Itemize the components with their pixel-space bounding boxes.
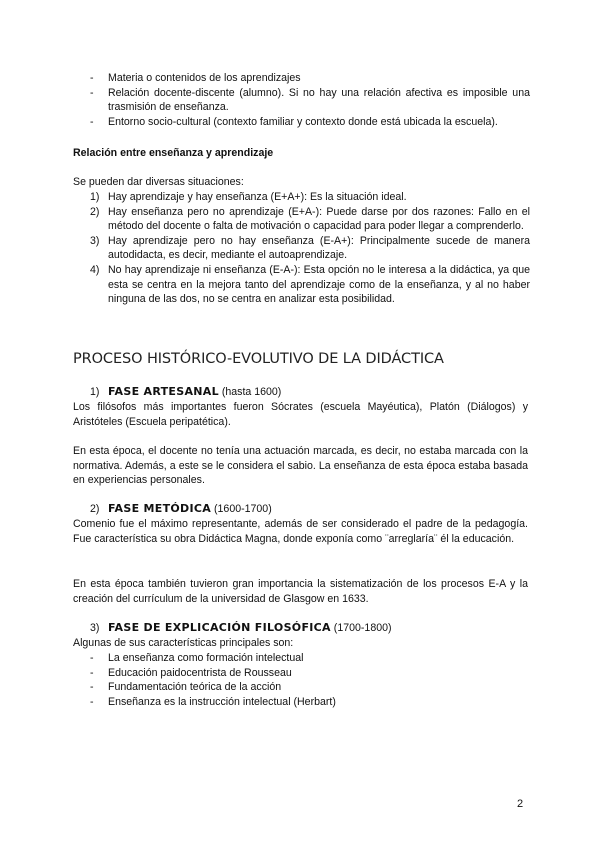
list-item: - La enseñanza como formación intelectual — [90, 651, 530, 666]
phase-number: 2) — [90, 503, 100, 515]
item-number: 3) — [90, 234, 100, 247]
list-item: - Entorno socio-cultural (contexto familiar y contexto donde está ubicada la escuela). — [90, 115, 530, 130]
section-title: PROCESO HISTÓRICO-EVOLUTIVO DE LA DIDÁCTICA — [73, 351, 444, 367]
item-text: No hay aprendizaje ni enseñanza (E-A-): Esta opción no le interesa a la didáctica, ya que esta se centra en la mejora tanto del aprendizaje como de la enseñanza, y al no haber ninguna de las dos, no se centra en analizar esta posibilidad. — [108, 263, 530, 306]
item-text: Hay enseñanza pero no aprendizaje (E+A-): Puede darse por dos razones: Fallo en el método del docente o falta de motivación o capacidad para poder llegar a comprenderlo. — [108, 205, 530, 233]
phase-name: FASE METÓDICA — [108, 502, 212, 515]
item-number: 4) — [90, 263, 100, 276]
list-item: - Fundamentación teórica de la acción — [90, 680, 530, 695]
page-number: 2 — [517, 798, 524, 810]
phase-1-heading — [90, 385, 281, 400]
item-text: Hay aprendizaje y hay enseñanza (E+A+): Es la situación ideal. — [108, 191, 407, 203]
phase-1-paragraph-2: En esta época, el docente no tenía una actuación marcada, es decir, no estaba marcada con la normativa. Además, a este se le considera el sabio. La enseñanza de esta época estaba basada en experiencias personales. — [73, 445, 528, 487]
phase-name: FASE DE EXPLICACIÓN FILOSÓFICA — [108, 621, 331, 634]
phase-name: FASE ARTESANAL — [108, 385, 219, 398]
relation-intro: Se pueden dar diversas situaciones: — [73, 176, 244, 188]
phase-period: (hasta 1600) — [218, 386, 282, 398]
phase-period: (1700-1800) — [330, 622, 392, 634]
list-item — [90, 234, 530, 263]
list-item: - Enseñanza es la instrucción intelectual (Herbart) — [90, 695, 530, 710]
phase-3-intro: Algunas de sus características principales son: — [73, 637, 294, 649]
list-item — [90, 205, 530, 234]
relation-numbered-list — [90, 190, 530, 307]
phase-2-paragraph-1: Comenio fue el máximo representante, además de ser considerado el padre de la pedagogía. Fue característica su obra Didáctica Magna, donde exponía como ¨arreglaría¨ él la educación. — [73, 518, 528, 545]
list-item: - Materia o contenidos de los aprendizajes — [90, 71, 530, 86]
item-number: 1) — [90, 191, 100, 203]
list-item — [90, 190, 530, 205]
phase-number: 3) — [90, 622, 100, 634]
item-number: 2) — [90, 205, 100, 218]
list-item: - Educación paidocentrista de Rousseau — [90, 666, 530, 681]
phase-1-paragraph-1: Los filósofos más importantes fueron Sócrates (escuela Mayéutica), Platón (Diálogos) y Aristóteles (Escuela peripatética). — [73, 401, 528, 428]
item-text: Hay aprendizaje pero no hay enseñanza (E-A+): Principalmente sucede de manera autodidacta, es decir, mediante el autoaprendizaje. — [108, 234, 530, 262]
phase-3-dash-list — [90, 651, 530, 709]
phase-number: 1) — [90, 386, 100, 398]
phase-period: (1600-1700) — [211, 503, 272, 515]
phase-2-paragraph-2: En esta época también tuvieron gran importancia la sistematización de los procesos E-A y la creación del currículum de la universidad de Glasgow en 1633. — [73, 578, 528, 605]
list-item — [90, 263, 530, 307]
phase-2-heading — [90, 502, 272, 517]
intro-dash-list — [90, 71, 530, 129]
phase-3-heading — [90, 621, 392, 636]
list-item: - Relación docente-discente (alumno). Si no hay una relación afectiva es imposible una trasmisión de enseñanza. — [90, 86, 530, 115]
relation-heading: Relación entre enseñanza y aprendizaje — [73, 147, 274, 159]
